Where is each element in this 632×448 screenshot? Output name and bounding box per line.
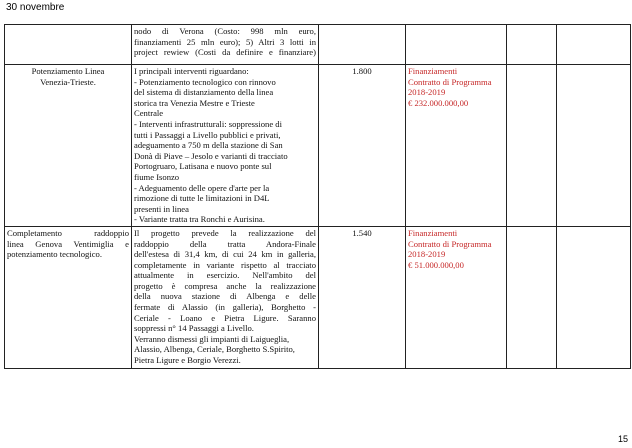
funding-line: € 232.000.000,00 xyxy=(408,97,469,108)
cost-cell: 1.800 xyxy=(319,65,406,227)
cost-cell: 1.540 xyxy=(319,226,406,368)
extra-cell-1 xyxy=(507,65,557,227)
description-cell xyxy=(132,25,319,65)
intervention-line: linea Genova Ventimiglia e xyxy=(7,238,129,249)
funding-line: 2018-2019 xyxy=(408,249,446,260)
funding-cell xyxy=(406,65,507,227)
description-line: Alassio, Albenga, Ceriale, Borghetto S.Spirito, xyxy=(134,344,295,355)
table-row xyxy=(5,65,631,227)
description-line: Ceriale - Loano e Pietra Ligure. Saranno xyxy=(134,312,316,323)
page-number: 15 xyxy=(617,434,628,444)
description-line: Donà di Piave – Jesolo e varianti di tracciato xyxy=(134,150,288,161)
extra-cell-1 xyxy=(507,25,557,65)
description-line: - Interventi infrastrutturali: soppressione di xyxy=(134,118,282,129)
description-line: nodo di Verona (Costo: 998 mln euro, xyxy=(134,26,316,36)
description-line: rimozione di tutte le limitazioni in D4L xyxy=(134,193,270,204)
description-line: fermate di Alassio (in galleria), Borghetto - xyxy=(134,302,316,313)
description-line: raddoppio della tratta Andora-Finale xyxy=(134,238,316,249)
intervention-cell xyxy=(5,226,132,368)
funding-line: 2018-2019 xyxy=(408,87,446,98)
description-line: - Adeguamento delle opere d'arte per la xyxy=(134,182,270,193)
description-line: tutti i Passaggi a Livello pubblici e privati, xyxy=(134,129,281,140)
funding-line: Contratto di Programma xyxy=(408,76,492,87)
table-row xyxy=(5,25,631,65)
extra-cell-2 xyxy=(557,65,631,227)
description-line: completamente in variante rispetto al tracciato xyxy=(134,259,316,270)
intervention-line: Potenziamento Linea xyxy=(31,66,105,76)
description-line: I principali interventi riguardano: xyxy=(134,66,249,76)
description-line: soppressi n° 14 Passaggi a Livello. xyxy=(134,323,254,334)
description-line: Centrale xyxy=(134,108,164,119)
funding-line: Contratto di Programma xyxy=(408,238,492,249)
intervention-line: potenziamento tecnologico. xyxy=(7,249,102,260)
intervention-line: Completamento raddoppio xyxy=(7,227,129,238)
description-line: Portogruaro, Latisana e nuovo ponte sul xyxy=(134,161,272,172)
extra-cell-1 xyxy=(507,226,557,368)
description-line: project rewiew (Costi da definire e finanziare) xyxy=(134,47,316,58)
funding-line: € 51.000.000,00 xyxy=(408,259,464,270)
description-line: Il progetto prevede la realizzazione del xyxy=(134,227,316,238)
cost-cell xyxy=(319,25,406,65)
description-line: - Potenziamento tecnologico con rinnovo xyxy=(134,76,276,87)
description-line: della nuova stazione di Albenga e delle xyxy=(134,291,316,302)
description-line: attualmente in esercizio. Nell'ambito del xyxy=(134,270,316,281)
description-line: finanziamenti 25 mln euro); 5) Altri 3 lotti in xyxy=(134,36,316,47)
intervention-line: Venezia-Trieste. xyxy=(40,76,96,87)
description-line: dell'estesa di 31,4 km, di cui 24 km in galleria, xyxy=(134,249,316,260)
description-cell xyxy=(132,226,319,368)
extra-cell-2 xyxy=(557,226,631,368)
document-date-header: 30 novembre xyxy=(6,2,65,13)
description-line: Pietra Ligure e Borgio Verezzi. xyxy=(134,355,241,366)
intervention-cell xyxy=(5,25,132,65)
interventions-table xyxy=(4,24,631,369)
funding-cell xyxy=(406,226,507,368)
description-line: presenti in linea xyxy=(134,203,189,214)
description-line: adeguamento a 750 m della stazione di San xyxy=(134,140,283,151)
description-line: fiume Isonzo xyxy=(134,171,180,182)
intervention-cell xyxy=(5,65,132,227)
description-cell xyxy=(132,65,319,227)
description-line: storica tra Venezia Mestre e Trieste xyxy=(134,97,255,108)
description-line: - Variante tratta tra Ronchi e Aurisina. xyxy=(134,214,265,225)
funding-line: Finanziamenti xyxy=(408,227,458,238)
description-line: del sistema di distanziamento della linea xyxy=(134,87,274,98)
funding-cell xyxy=(406,25,507,65)
description-line: Verranno dismessi gli impianti di Laigueglia, xyxy=(134,333,290,344)
description-line: progetto è compresa anche la realizzazione xyxy=(134,280,316,291)
funding-line: Finanziamenti xyxy=(408,66,458,76)
table-row xyxy=(5,226,631,368)
extra-cell-2 xyxy=(557,25,631,65)
